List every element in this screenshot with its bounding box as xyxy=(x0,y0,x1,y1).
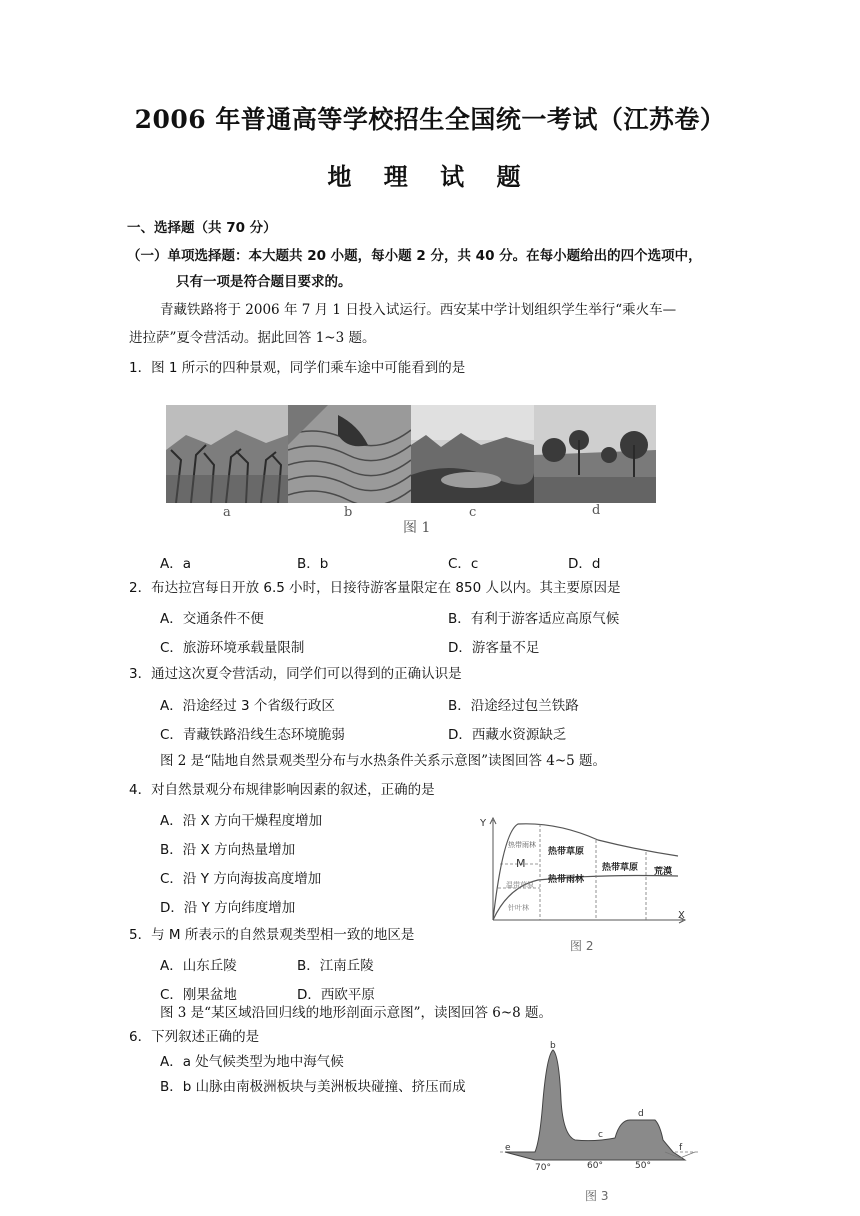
figure-2-label-savanna-2: 热带草原 xyxy=(602,863,639,873)
exam-title: 2006 年普通高等学校招生全国统一考试（江苏卷） xyxy=(134,105,726,134)
photo-c xyxy=(411,405,534,503)
q4-option-b: B．沿 X 方向热量增加 xyxy=(160,842,296,858)
question-3-stem: 3．通过这次夏令营活动，同学们可以得到的正确认识是 xyxy=(129,666,462,682)
figure-3-label-b: b xyxy=(550,1041,556,1051)
figure-3-label-d: d xyxy=(638,1109,644,1119)
q5-option-a: A．山东丘陵 xyxy=(160,958,237,974)
figure-2-axis-x: X xyxy=(678,910,685,921)
figure-3-lon-70: 70° xyxy=(535,1163,551,1173)
figure-1-label-a: a xyxy=(223,505,231,520)
sub-heading-line2: 只有一项是符合题目要求的。 xyxy=(176,274,352,290)
question-2-stem: 2．布达拉宫每日开放 6.5 小时，日接待游客量限定在 850 人以内。其主要原因是 xyxy=(129,580,621,596)
figure-2-intro: 图 2 是“陆地自然景观类型分布与水热条件关系示意图”读图回答 4~5 题。 xyxy=(160,753,607,769)
figure-3-label-e: e xyxy=(505,1143,511,1153)
intro-text-line2: 进拉萨”夏令营活动。据此回答 1~3 题。 xyxy=(129,330,376,346)
q2-option-a: A．交通条件不便 xyxy=(160,611,264,627)
figure-3-lon-60: 60° xyxy=(587,1161,603,1171)
figure-2-label-desert: 荒漠 xyxy=(654,867,673,877)
figure-2-label-coniferous: 针叶林 xyxy=(508,904,529,912)
question-5-stem: 5．与 M 所表示的自然景观类型相一致的地区是 xyxy=(129,927,415,943)
q1-option-c: C．c xyxy=(448,556,479,572)
intro-text-line1: 青藏铁路将于 2006 年 7 月 1 日投入试运行。西安某中学计划组织学生举行“乘火车— xyxy=(160,302,677,318)
figure-2-label-rainforest: 热带雨林 xyxy=(548,875,585,885)
question-4-stem: 4．对自然景观分布规律影响因素的叙述，正确的是 xyxy=(129,782,435,798)
figure-3-label-c: c xyxy=(598,1130,603,1140)
figure-2-label-rainforest-upper: 热带雨林 xyxy=(508,841,536,849)
q4-option-a: A．沿 X 方向干燥程度增加 xyxy=(160,813,323,829)
figure-3 xyxy=(495,1040,705,1210)
q5-option-c: C．刚果盆地 xyxy=(160,987,237,1003)
figure-1-label-d: d xyxy=(592,503,601,518)
q1-option-a: A．a xyxy=(160,556,192,572)
q3-option-d: D．西藏水资源缺乏 xyxy=(448,727,567,743)
question-6-stem: 6．下列叙述正确的是 xyxy=(129,1029,260,1045)
figure-3-label-f: f xyxy=(679,1143,683,1153)
q2-option-b: B．有利于游客适应高原气候 xyxy=(448,611,620,627)
figure-2 xyxy=(478,812,698,962)
section-heading: 一、选择题（共 70 分） xyxy=(127,220,277,236)
figure-2-label-temperate-grassland: 温带草原 xyxy=(506,881,534,889)
q6-option-a: A．a 处气候类型为地中海气候 xyxy=(160,1054,344,1070)
sub-heading-line1: （一）单项选择题：本大题共 20 小题，每小题 2 分，共 40 分。在每小题给出的四个选项中， xyxy=(127,248,702,264)
q1-option-b: B．b xyxy=(297,556,329,572)
photo-d xyxy=(534,405,656,503)
figure-2-label-savanna-1: 热带草原 xyxy=(548,847,585,857)
exam-subtitle: 地 理 试 题 xyxy=(327,162,533,191)
q2-option-d: D．游客量不足 xyxy=(448,640,540,656)
q6-option-b: B．b 山脉由南极洲板块与美洲板块碰撞、挤压而成 xyxy=(160,1079,466,1095)
figure-3-caption: 图 3 xyxy=(585,1189,609,1203)
q3-option-b: B．沿途经过包兰铁路 xyxy=(448,698,579,714)
q5-option-d: D．西欧平原 xyxy=(297,987,375,1003)
figure-1-caption: 图 1 xyxy=(403,520,431,536)
figure-3-intro: 图 3 是“某区域沿回归线的地形剖面示意图”，读图回答 6~8 题。 xyxy=(160,1005,553,1021)
figure-1-label-c: c xyxy=(469,505,477,520)
photo-a xyxy=(166,405,288,503)
question-1-stem: 1．图 1 所示的四种景观，同学们乘车途中可能看到的是 xyxy=(129,360,466,376)
q1-option-d: D．d xyxy=(568,556,601,572)
figure-1-label-b: b xyxy=(344,505,353,520)
q3-option-c: C．青藏铁路沿线生态环境脆弱 xyxy=(160,727,345,743)
figure-3-lon-50: 50° xyxy=(635,1161,651,1171)
photo-b xyxy=(288,405,411,503)
figure-2-caption: 图 2 xyxy=(570,939,594,953)
q4-option-c: C．沿 Y 方向海拔高度增加 xyxy=(160,871,322,887)
figure-2-axis-y: Y xyxy=(480,818,487,829)
q4-option-d: D．沿 Y 方向纬度增加 xyxy=(160,900,296,916)
q3-option-a: A．沿途经过 3 个省级行政区 xyxy=(160,698,335,714)
q2-option-c: C．旅游环境承载量限制 xyxy=(160,640,305,656)
figure-2-label-M: M xyxy=(516,857,526,870)
q5-option-b: B．江南丘陵 xyxy=(297,958,374,974)
